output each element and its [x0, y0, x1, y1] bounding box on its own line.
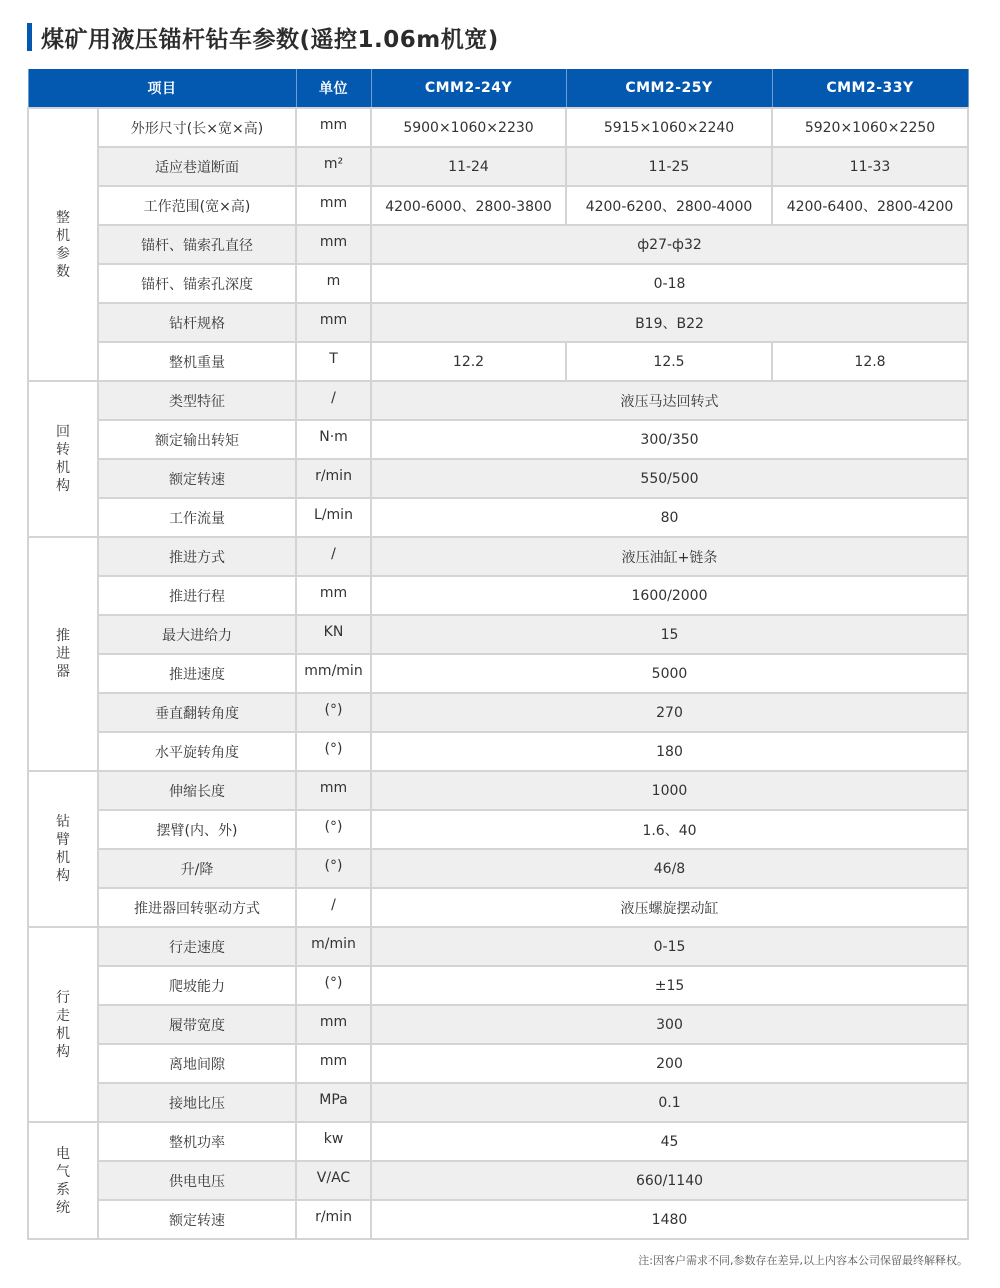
param-name: 推进器回转驱动方式: [98, 888, 296, 927]
param-name: 摆臂(内、外): [98, 810, 296, 849]
param-name: 履带宽度: [98, 1005, 296, 1044]
param-value-shared: 1600/2000: [371, 576, 968, 615]
param-name: 升/降: [98, 849, 296, 888]
param-name: 钻杆规格: [98, 303, 296, 342]
param-unit: [296, 1161, 371, 1200]
table-row: [28, 732, 968, 771]
table-row: [28, 1161, 968, 1200]
param-name: 额定转速: [98, 1200, 296, 1239]
param-unit: [296, 1122, 371, 1161]
param-name: 推进速度: [98, 654, 296, 693]
param-value-shared: 液压马达回转式: [371, 381, 968, 420]
table-row: [28, 498, 968, 537]
param-unit-text: T: [329, 350, 338, 367]
param-unit-text: m²: [323, 155, 344, 172]
param-unit: [296, 927, 371, 966]
param-name: 离地间隙: [98, 1044, 296, 1083]
param-unit-text: N·m: [319, 428, 348, 445]
param-name: 整机重量: [98, 342, 296, 381]
param-value-shared: 45: [371, 1122, 968, 1161]
param-value-shared: 液压螺旋摆动缸: [371, 888, 968, 927]
param-name: 垂直翻转角度: [98, 693, 296, 732]
table-row: [28, 381, 968, 420]
table-row: [28, 1083, 968, 1122]
table-row: [28, 654, 968, 693]
table-row: [28, 108, 968, 147]
table-row: [28, 888, 968, 927]
table-row: [28, 1200, 968, 1239]
param-name: 额定转速: [98, 459, 296, 498]
table-row: [28, 264, 968, 303]
param-unit-text: kw: [323, 1130, 344, 1147]
page-title: [27, 22, 499, 52]
table-row: [28, 147, 968, 186]
param-unit: [296, 966, 371, 1005]
param-unit: [296, 303, 371, 342]
table-row: [28, 966, 968, 1005]
param-value-model-3: 5920×1060×2250: [772, 108, 968, 147]
table-row: [28, 459, 968, 498]
param-unit-text: L/min: [314, 506, 353, 523]
header-unit: 单位: [296, 69, 371, 108]
param-name: 水平旋转角度: [98, 732, 296, 771]
param-value-shared: 液压油缸+链条: [371, 537, 968, 576]
param-value-shared: 80: [371, 498, 968, 537]
param-unit-text: MPa: [319, 1091, 348, 1108]
param-value-shared: 300: [371, 1005, 968, 1044]
group-label-text: 回转机构: [56, 424, 70, 494]
param-unit-text: mm: [319, 194, 348, 211]
header-model-2: CMM2-25Y: [566, 69, 772, 108]
table-row: [28, 1122, 968, 1161]
param-name: 锚杆、锚索孔直径: [98, 225, 296, 264]
param-unit-text: mm/min: [304, 662, 363, 679]
group-label-text: 行走机构: [56, 989, 70, 1060]
param-name: 外形尺寸(长×宽×高): [98, 108, 296, 147]
table-row: [28, 771, 968, 810]
table-row: [28, 1044, 968, 1083]
param-value-shared: 550/500: [371, 459, 968, 498]
param-unit: [296, 108, 371, 147]
table-row: [28, 225, 968, 264]
table-row: [28, 303, 968, 342]
param-value-shared: 46/8: [371, 849, 968, 888]
param-value-shared: 15: [371, 615, 968, 654]
param-name: 接地比压: [98, 1083, 296, 1122]
param-unit-text: m: [326, 272, 341, 289]
param-unit: [296, 1005, 371, 1044]
param-value-shared: 200: [371, 1044, 968, 1083]
table-row: [28, 927, 968, 966]
param-unit-text: KN: [323, 623, 344, 640]
param-value-shared: 180: [371, 732, 968, 771]
param-value-model-1: 11-24: [371, 147, 566, 186]
param-unit: [296, 225, 371, 264]
param-value-model-2: 4200-6200、2800-4000: [566, 186, 772, 225]
title-accent-bar: [27, 23, 32, 51]
param-unit-text: mm: [319, 1013, 348, 1030]
param-unit-text: mm: [319, 1052, 348, 1069]
group-label-text: 钻臂机构: [56, 814, 70, 884]
param-name: 类型特征: [98, 381, 296, 420]
param-unit-text: r/min: [315, 467, 352, 484]
param-unit: [296, 810, 371, 849]
table-body: [28, 108, 968, 1239]
table-row: [28, 342, 968, 381]
header-model-3: CMM2-33Y: [772, 69, 968, 108]
param-name: 工作范围(宽×高): [98, 186, 296, 225]
param-unit: [296, 1200, 371, 1239]
param-value-model-3: 4200-6400、2800-4200: [772, 186, 968, 225]
param-value-shared: 1000: [371, 771, 968, 810]
param-name: 行走速度: [98, 927, 296, 966]
table-row: [28, 576, 968, 615]
param-unit: [296, 459, 371, 498]
param-name: 爬坡能力: [98, 966, 296, 1005]
param-value-shared: ±15: [371, 966, 968, 1005]
param-value-model-1: 12.2: [371, 342, 566, 381]
param-value-model-1: 4200-6000、2800-3800: [371, 186, 566, 225]
param-unit-text: /: [331, 896, 336, 913]
param-value-shared: 300/350: [371, 420, 968, 459]
param-name: 推进方式: [98, 537, 296, 576]
param-value-shared: 660/1140: [371, 1161, 968, 1200]
param-name: 额定输出转矩: [98, 420, 296, 459]
param-value-model-2: 11-25: [566, 147, 772, 186]
param-name: 整机功率: [98, 1122, 296, 1161]
param-unit-text: (°): [324, 857, 343, 874]
param-unit-text: m/min: [311, 935, 356, 952]
group-label: [28, 927, 98, 1122]
param-value-shared: 1.6、40: [371, 810, 968, 849]
table-row: [28, 1005, 968, 1044]
param-name: 最大进给力: [98, 615, 296, 654]
param-unit-text: (°): [324, 701, 343, 718]
param-unit: [296, 849, 371, 888]
group-label: [28, 381, 98, 537]
param-unit: [296, 771, 371, 810]
param-unit: [296, 1044, 371, 1083]
param-value-shared: 5000: [371, 654, 968, 693]
spec-table: [27, 69, 969, 1240]
param-unit-text: /: [331, 389, 336, 406]
param-unit-text: (°): [324, 818, 343, 835]
param-unit: [296, 498, 371, 537]
param-value-shared: ф27-ф32: [371, 225, 968, 264]
table-row: [28, 615, 968, 654]
param-name: 锚杆、锚索孔深度: [98, 264, 296, 303]
param-unit-text: mm: [319, 116, 348, 133]
table-row: [28, 693, 968, 732]
header-model-1: CMM2-24Y: [371, 69, 566, 108]
param-value-model-3: 11-33: [772, 147, 968, 186]
table-row: [28, 186, 968, 225]
param-unit-text: (°): [324, 740, 343, 757]
param-value-model-3: 12.8: [772, 342, 968, 381]
param-name: 工作流量: [98, 498, 296, 537]
param-unit-text: r/min: [315, 1208, 352, 1225]
param-unit: [296, 1083, 371, 1122]
param-unit: [296, 420, 371, 459]
param-value-shared: 0-18: [371, 264, 968, 303]
param-value-model-2: 12.5: [566, 342, 772, 381]
param-unit-text: /: [331, 545, 336, 562]
param-unit: [296, 537, 371, 576]
footnote: 注:因客户需求不同,参数存在差异,以上内容本公司保留最终解释权。: [638, 1254, 968, 1267]
param-unit: [296, 732, 371, 771]
param-unit-text: mm: [319, 779, 348, 796]
param-name: 推进行程: [98, 576, 296, 615]
param-unit: [296, 888, 371, 927]
table-row: [28, 537, 968, 576]
header-item: 项目: [28, 69, 296, 108]
param-unit: [296, 381, 371, 420]
group-label-text: 整机参数: [56, 209, 70, 280]
param-unit: [296, 264, 371, 303]
table-row: [28, 420, 968, 459]
param-unit: [296, 654, 371, 693]
group-label: [28, 537, 98, 771]
param-name: 适应巷道断面: [98, 147, 296, 186]
table-row: [28, 810, 968, 849]
param-name: 供电电压: [98, 1161, 296, 1200]
title-text: 煤矿用液压锚杆钻车参数(遥控1.06m机宽): [41, 26, 499, 53]
param-unit: [296, 615, 371, 654]
group-label-text: 电气系统: [56, 1145, 70, 1216]
param-unit: [296, 186, 371, 225]
param-unit-text: mm: [319, 311, 348, 328]
param-unit: [296, 342, 371, 381]
param-value-shared: 0.1: [371, 1083, 968, 1122]
group-label: [28, 1122, 98, 1239]
param-unit-text: mm: [319, 584, 348, 601]
param-unit-text: (°): [324, 974, 343, 991]
param-value-model-2: 5915×1060×2240: [566, 108, 772, 147]
param-value-shared: B19、B22: [371, 303, 968, 342]
param-unit-text: V/AC: [316, 1169, 351, 1186]
param-name: 伸缩长度: [98, 771, 296, 810]
param-value-model-1: 5900×1060×2230: [371, 108, 566, 147]
group-label: [28, 108, 98, 381]
param-unit: [296, 147, 371, 186]
table-header-row: [28, 69, 968, 108]
param-value-shared: 270: [371, 693, 968, 732]
group-label: [28, 771, 98, 927]
param-value-shared: 0-15: [371, 927, 968, 966]
param-value-shared: 1480: [371, 1200, 968, 1239]
table-row: [28, 849, 968, 888]
group-label-text: 推进器: [56, 628, 70, 680]
param-unit: [296, 693, 371, 732]
param-unit: [296, 576, 371, 615]
param-unit-text: mm: [319, 233, 348, 250]
